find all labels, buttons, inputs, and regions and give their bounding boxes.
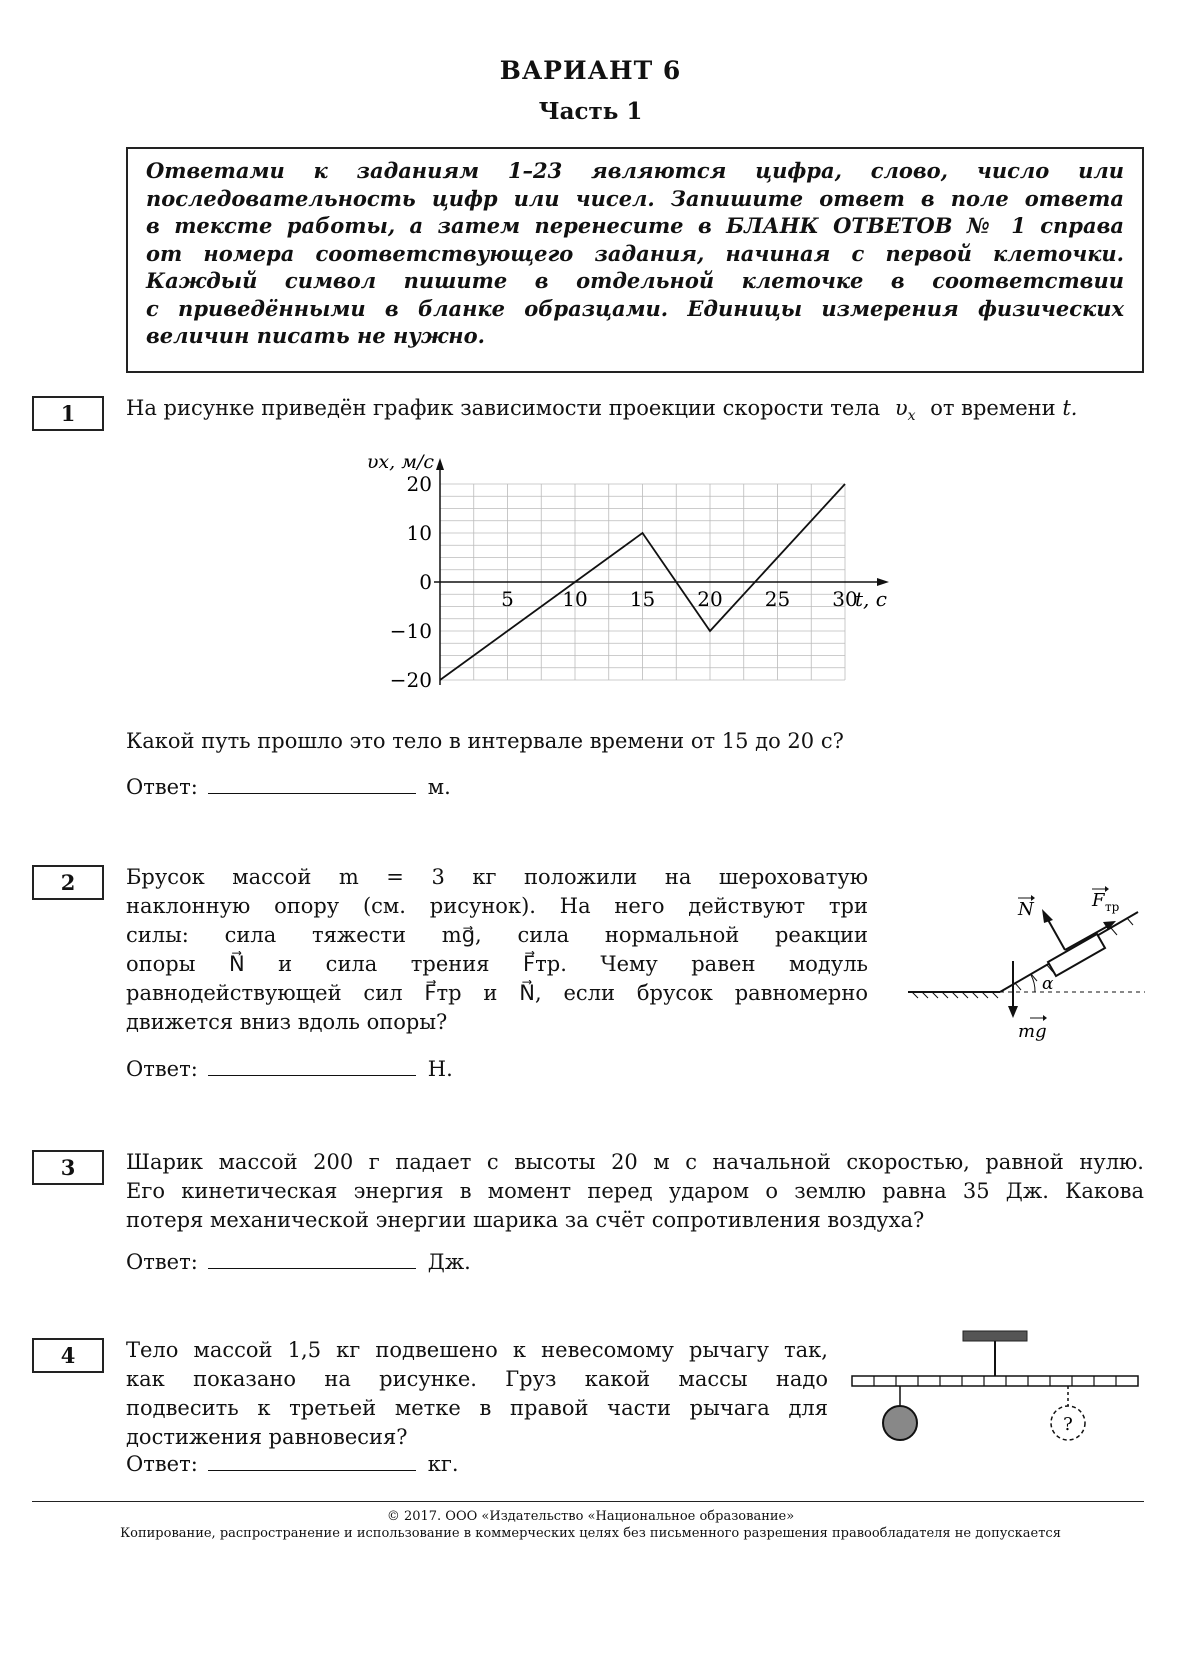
x-axis-arrow <box>877 578 889 586</box>
incline-figure <box>900 872 1150 1042</box>
footer-copyright: © 2017. ООО «Издательство «Национальное образование» <box>386 1509 795 1524</box>
y-axis-arrow <box>436 458 444 470</box>
gravity-force-arrowhead <box>1008 1006 1018 1018</box>
instructions-line: последовательность цифр или чисел. Запишите ответ в поле ответа <box>146 185 1124 211</box>
answer-label: Ответ: <box>126 1057 198 1081</box>
instructions-line: с приведёнными в бланке образцами. Единицы измерения физических <box>146 295 1124 321</box>
lever-bar <box>852 1376 1138 1386</box>
answer-unit: кг. <box>427 1452 459 1476</box>
x-axis-label: t, c <box>855 587 887 611</box>
chart-axes <box>434 458 889 685</box>
instructions-box <box>126 147 1144 373</box>
gravity-force-label: mg <box>1018 1021 1047 1042</box>
answer-label: Ответ: <box>126 1452 198 1476</box>
task1-answer <box>126 775 451 799</box>
answer-label: Ответ: <box>126 1250 198 1274</box>
part-title: Часть 1 <box>538 98 643 125</box>
x-tick-label: 20 <box>697 587 723 611</box>
friction-force-label: F <box>1092 890 1105 911</box>
left-weight <box>883 1406 917 1440</box>
block <box>1048 934 1105 976</box>
footer-rule <box>32 1501 1144 1502</box>
y-tick-label: −10 <box>389 619 432 643</box>
x-tick-label: 10 <box>562 587 588 611</box>
answer-unit: м. <box>427 775 451 799</box>
instructions-line: величин писать не нужно. <box>146 323 485 348</box>
answer-unit: Дж. <box>427 1250 471 1274</box>
variant-title: ВАРИАНТ 6 <box>499 56 682 85</box>
task-number-box: 4 <box>32 1338 104 1373</box>
instructions-line: от номера соответствующего задания, начиная с первой клеточки. <box>146 240 1124 266</box>
y-axis-label: υx, м/с <box>366 451 434 473</box>
footer-notice: Копирование, распространение и использование в коммерческих целях без письменного разрешения правообладателя не допускается <box>120 1526 1061 1541</box>
task1-question: Какой путь прошло это тело в интервале времени от 15 до 20 с? <box>126 729 844 753</box>
instructions-line: в тексте работы, а затем перенесите в БЛАНК ОТВЕТОВ № 1 справа <box>146 213 1124 238</box>
answer-unit: Н. <box>427 1057 453 1081</box>
y-tick-label: 0 <box>419 570 432 594</box>
task-number-box: 2 <box>32 865 104 900</box>
answer-field[interactable] <box>208 1452 416 1471</box>
angle-label: α <box>1042 974 1054 994</box>
friction-force-subscript: тр <box>1105 900 1120 914</box>
task2-statement: Брусок массой m = 3 кг положили на шероховатую наклонную опору (см. рисунок). На него действуют три силы: сила тяжести mg⃗, сила нормальной реакции опоры N⃗ и сила трения F⃗тр. Чему равен модуль равнодействующей сил F⃗тр и N⃗, если брусок равномерно движется вниз вдоль опоры? <box>126 865 868 1034</box>
task-number-box: 1 <box>32 396 104 431</box>
lever-figure <box>845 1328 1145 1453</box>
x-tick-label: 25 <box>764 587 791 611</box>
task2-answer <box>126 1057 453 1081</box>
instructions-line: Каждый символ пишите в отдельной клеточке в соответствии <box>146 268 1124 293</box>
answer-field[interactable] <box>208 1250 416 1269</box>
task4-statement: Тело массой 1,5 кг подвешено к невесомому рычагу так, как показано на рисунке. Груз какой массы надо подвесить к третьей метке в правой части рычага для достижения равновесия? <box>126 1338 828 1449</box>
answer-field[interactable] <box>208 1057 416 1076</box>
task-number-box: 3 <box>32 1150 104 1185</box>
y-tick-label: −20 <box>389 668 432 692</box>
unknown-weight-label: ? <box>1063 1414 1073 1435</box>
task3-answer <box>126 1250 471 1274</box>
x-tick-label: 15 <box>629 587 656 611</box>
x-tick-label: 5 <box>501 587 514 611</box>
answer-field[interactable] <box>208 775 416 794</box>
task3-statement: Шарик массой 200 г падает с высоты 20 м с начальной скоростью, равной нулю. Его кинетическая энергия в момент перед ударом о землю равна 35 Дж. Какова потеря механической энергии шарика за счёт сопротивления воздуха? <box>126 1150 1144 1232</box>
y-tick-label: 10 <box>406 521 432 545</box>
normal-force-arrowhead <box>1042 909 1053 923</box>
normal-force-arrow <box>1047 918 1065 950</box>
instructions-line: Ответами к заданиям 1–23 являются цифра, слово, число или <box>146 158 1124 183</box>
lever-support <box>963 1331 1027 1341</box>
y-tick-label: 20 <box>406 472 432 496</box>
normal-force-label: N <box>1018 899 1034 920</box>
x-tick-label: 30 <box>832 587 858 611</box>
task1-statement: На рисунке приведён график зависимости проекции скорости тела $\upsilon_x$ от времени t. <box>126 396 1078 425</box>
velocity-time-chart <box>340 432 920 692</box>
task4-answer <box>126 1452 459 1476</box>
answer-label: Ответ: <box>126 775 198 799</box>
